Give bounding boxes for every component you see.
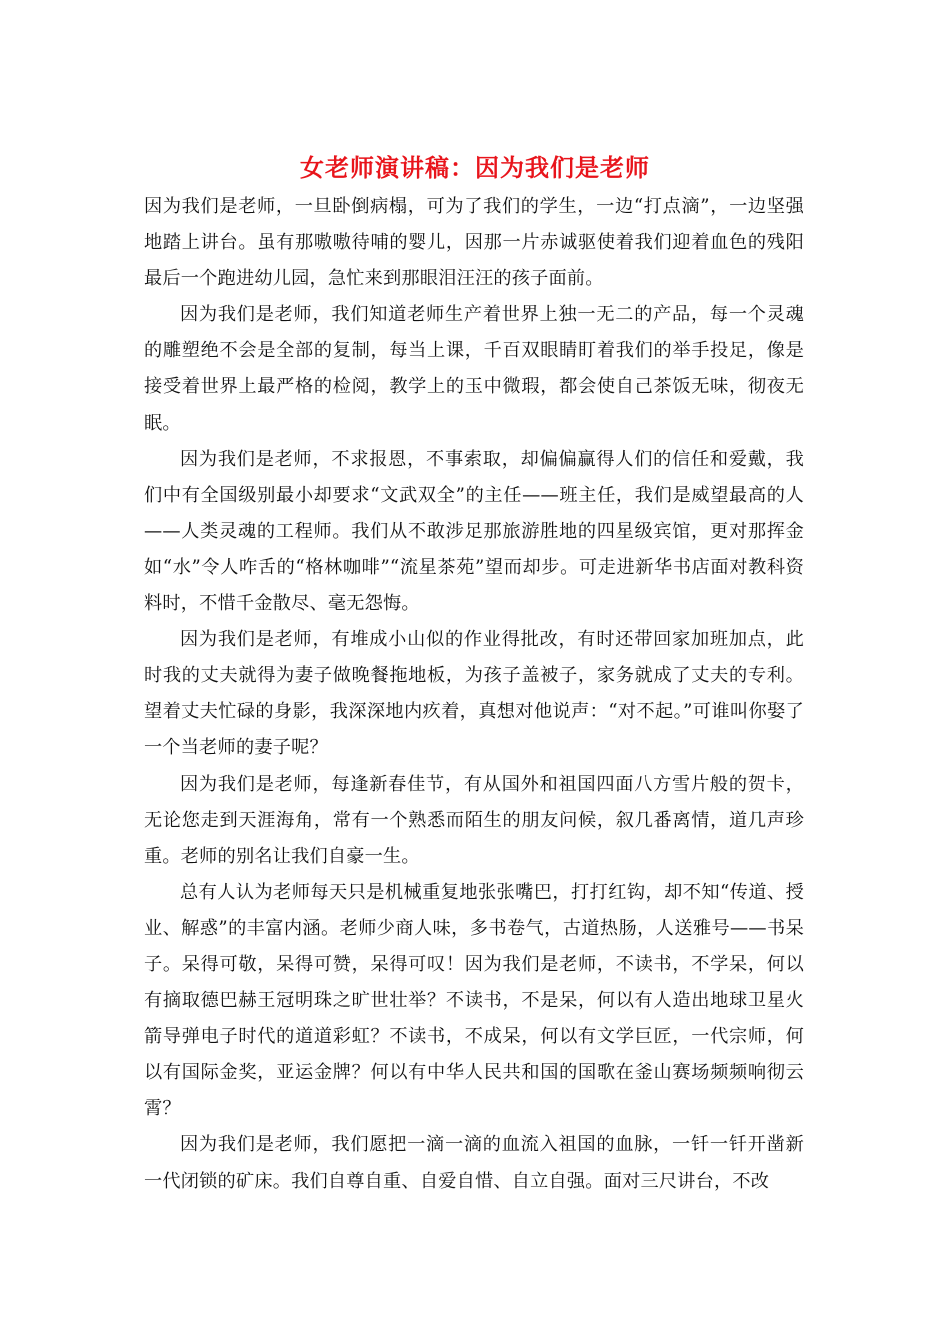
paragraph: 总有人认为老师每天只是机械重复地张张嘴巴，打打红钩，却不知“传道、授业、解惑”的丰富内涵。老师少商人味，多书卷气，古道热肠，人送雅号——书呆子。呆得可敬，呆得可赞，呆得可叹！因为我们是老师，不读书，不学呆，何以有摘取德巴赫王冠明珠之旷世壮举？不读书，不是呆，何以有人造出地球卫星火箭导弹电子时代的道道彩虹？不读书，不成呆，何以有文学巨匠，一代宗师，何以有国际金奖，亚运金牌？何以有中华人民共和国的国歌在釜山赛场频频响彻云霄？ [144,881,804,1120]
paragraph: 因为我们是老师，一旦卧倒病榻，可为了我们的学生，一边“打点滴”，一边坚强地踏上讲台。虽有那嗷嗷待哺的婴儿，因那一片赤诚驱使着我们迎着血色的残阳最后一个跑进幼儿园，急忙来到那眼泪汪汪的孩子面前。 [144,196,804,290]
paragraph: 因为我们是老师，每逢新春佳节，有从国外和祖国四面八方雪片般的贺卡，无论您走到天涯海角，常有一个熟悉而陌生的朋友问候，叙几番离情，道几声珍重。老师的别名让我们自豪一生。 [144,773,804,867]
paragraph: 因为我们是老师，我们知道老师生产着世界上独一无二的产品，每一个灵魂的雕塑绝不会是全部的复制，每当上课，千百双眼睛盯着我们的举手投足，像是接受着世界上最严格的检阅，教学上的玉中微瑕，都会使自己茶饭无味，彻夜无眠。 [144,304,804,434]
paragraph: 因为我们是老师，有堆成小山似的作业得批改，有时还带回家加班加点，此时我的丈夫就得为妻子做晚餐拖地板，为孩子盖被子，家务就成了丈夫的专利。望着丈夫忙碌的身影，我深深地内疚着，真想对他说声：“对不起。”可谁叫你娶了一个当老师的妻子呢？ [144,629,804,759]
paragraph: 因为我们是老师，我们愿把一滴一滴的血流入祖国的血脉，一钎一钎开凿新一代闭锁的矿床。我们自尊自重、自爱自惜、自立自强。面对三尺讲台，不改 [144,1134,804,1192]
paragraph: 因为我们是老师，不求报恩，不事索取，却偏偏赢得人们的信任和爱戴，我们中有全国级别最小却要求“文武双全”的主任——班主任，我们是威望最高的人——人类灵魂的工程师。我们从不敢涉足那旅游胜地的四星级宾馆，更对那挥金如“水”令人咋舌的“格林咖啡”“流星茶苑”望而却步。可走进新华书店面对教科资料时，不惜千金散尽、毫无怨悔。 [144,448,804,615]
document-body [144,189,804,1200]
page-title: 女老师演讲稿：因为我们是老师 [300,153,650,182]
